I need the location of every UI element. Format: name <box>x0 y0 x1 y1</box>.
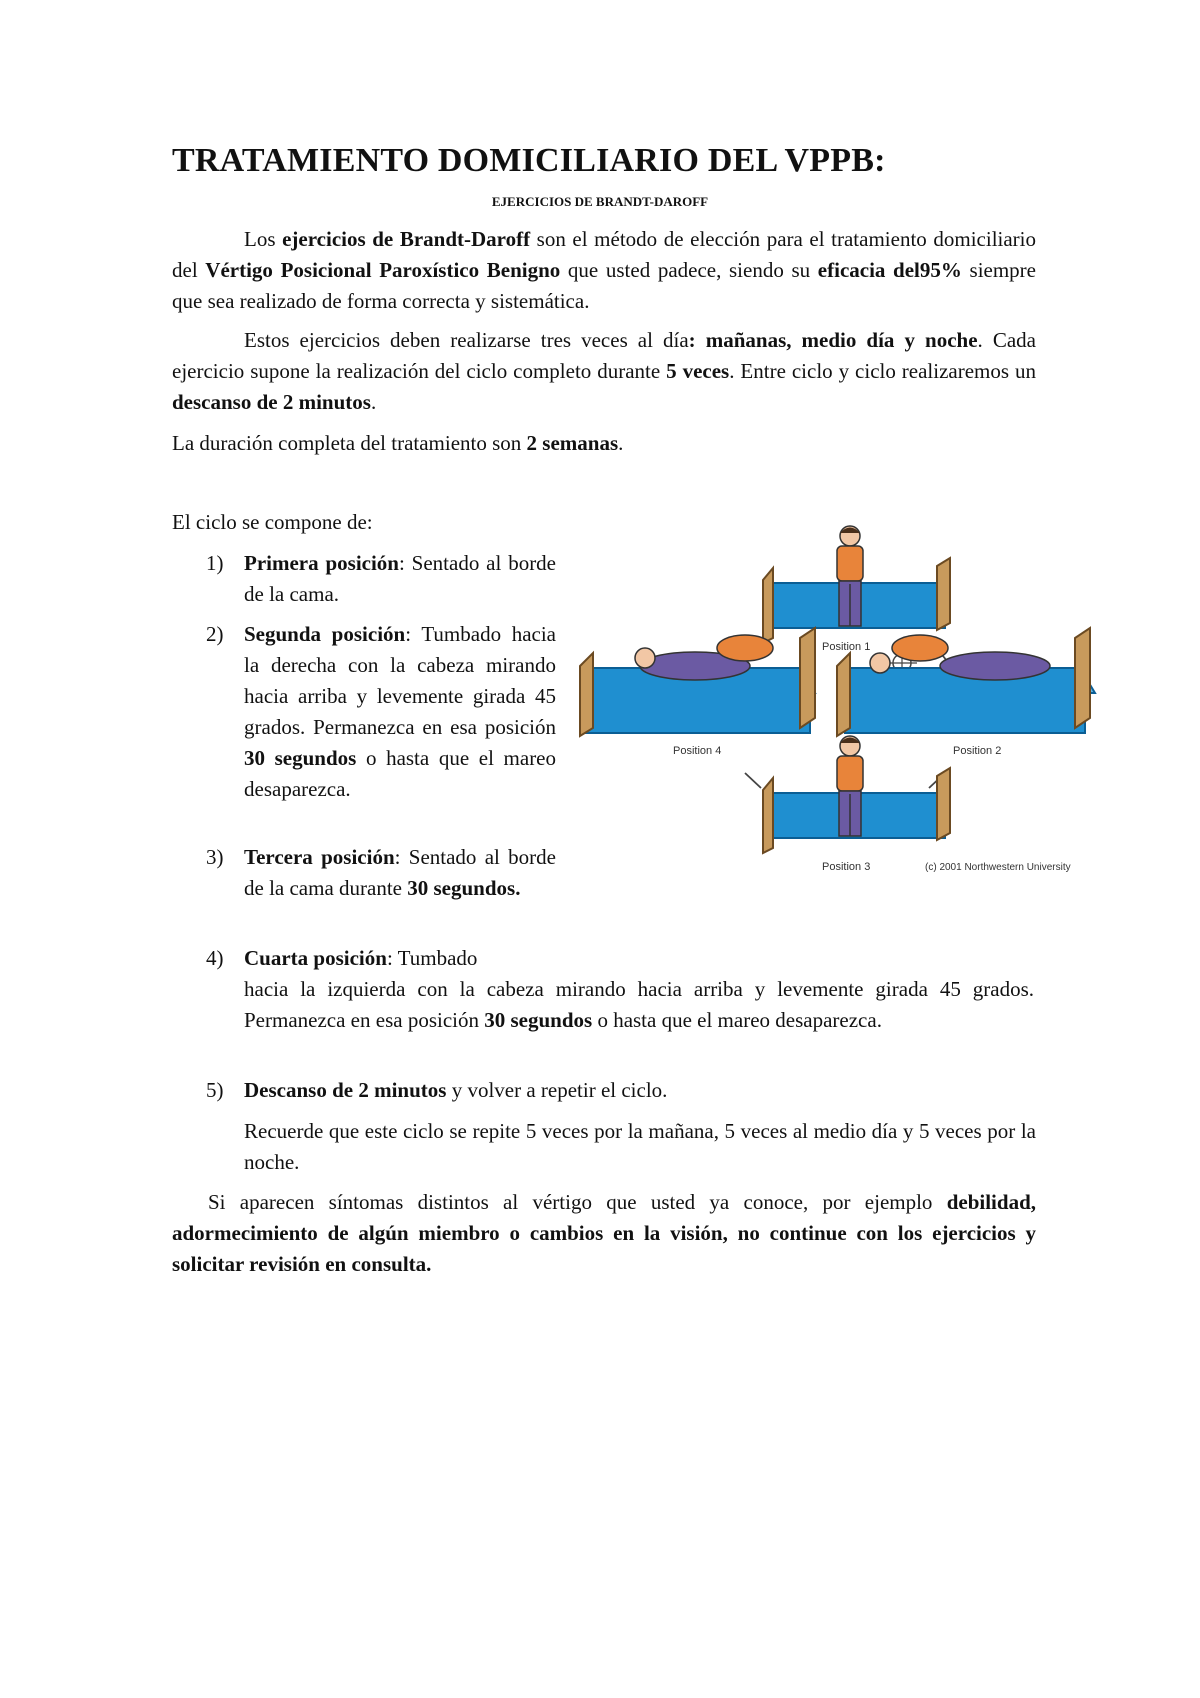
figure-copyright: (c) 2001 Northwestern University <box>925 862 1071 873</box>
position-4-label: Position 4 <box>673 745 722 757</box>
step-number: 3) <box>206 845 224 869</box>
intro-paragraph-2: Estos ejercicios deben realizarse tres veces al día: mañanas, medio día y noche. Cada ejercicio supone la realización del ciclo completo durante 5 veces. Entre ciclo y ciclo realizaremos un descanso de 2 minutos. <box>172 328 1036 414</box>
reminder-paragraph: Recuerde que este ciclo se repite 5 veces por la mañana, 5 veces al medio día y 5 veces por la noche. <box>244 1119 1036 1174</box>
cycle-intro: El ciclo se compone de: <box>172 510 373 534</box>
step-number: 1) <box>206 551 224 575</box>
step-text: Cuarta posición: Tumbado hacia la izquierda con la cabeza mirando hacia arriba y levemente girada 45 grados. Permanezca en esa posición 30 segundos o hasta que el mareo desaparezca. <box>244 946 1034 1032</box>
intro-paragraph-1: Los ejercicios de Brandt-Daroff son el método de elección para el tratamiento domiciliario del Vértigo Posicional Paroxístico Benigno que usted padece, siendo su eficacia del95% siempre que sea realizado de forma correcta y sistemática. <box>172 227 1037 313</box>
position-1-illustration <box>763 526 950 643</box>
step-number: 5) <box>206 1078 224 1102</box>
step-text: Descanso de 2 minutos y volver a repetir el ciclo. <box>244 1078 668 1102</box>
step-text: Tercera posición: Sentado al borde de la cama durante 30 segundos. <box>244 845 556 900</box>
step-text: Primera posición: Sentado al borde de la cama. <box>244 551 557 606</box>
step-text: Segunda posición: Tumbado hacia la derecha con la cabeza mirando hacia arriba y levemente girada 45 grados. Permanezca en esa posición 30 segundos o hasta que el mareo desaparezca. <box>244 622 557 801</box>
step-number: 2) <box>206 622 224 646</box>
warning-paragraph: Si aparecen síntomas distintos al vértigo que usted ya conoce, por ejemplo debilidad, adormecimiento de algún miembro o cambios en la visión, no continue con los ejercicios y solicitar revisión en consulta. <box>172 1190 1036 1276</box>
position-3-label: Position 3 <box>822 861 871 873</box>
document-title: TRATAMIENTO DOMICILIARIO DEL VPPB: <box>172 142 886 179</box>
step-number: 4) <box>206 946 224 970</box>
intro-paragraph-3: La duración completa del tratamiento son 2 semanas. <box>172 431 624 455</box>
position-1-label: Position 1 <box>822 641 871 653</box>
brandt-daroff-positions-figure <box>575 518 1110 918</box>
position-2-label: Position 2 <box>953 745 1002 757</box>
position-2-illustration <box>837 628 1095 736</box>
document-subtitle: EJERCICIOS DE BRANDT-DAROFF <box>491 194 709 209</box>
position-4-illustration <box>580 628 815 736</box>
position-3-illustration <box>763 736 950 853</box>
